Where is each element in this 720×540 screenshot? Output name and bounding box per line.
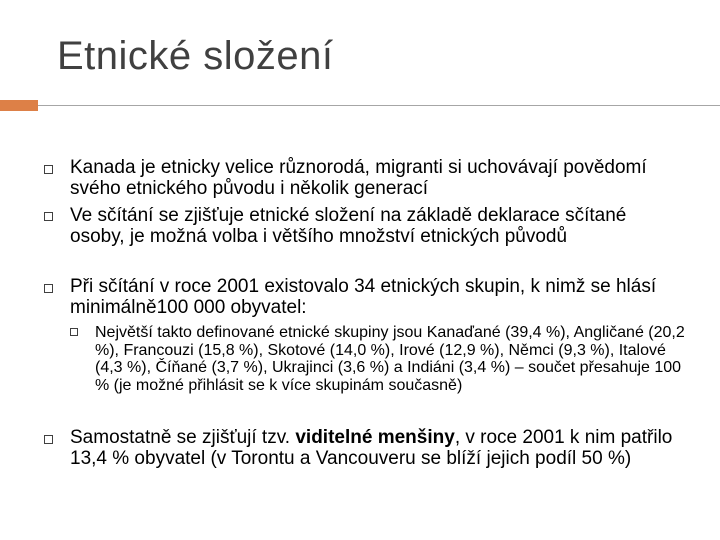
- title-divider: [38, 105, 720, 106]
- square-bullet-icon: [44, 435, 53, 444]
- bullet-text: Ve sčítání se zjišťuje etnické složení na základě deklarace sčítané osoby, je možná volba i většího množství etnických původů: [70, 205, 627, 247]
- sub-bullet-text: Největší takto definované etnické skupiny jsou Kanaďané (39,4 %), Angličané (20,2 %), Francouzi (15,8 %), Skotové (14,0 %), Irové (12,9 %), Němci (9,3 %), Italové (4,3 %), Číňané (3,7 %), Ukrajinci (3,6 %) a Indiáni (3,4 %) – součet přesahuje 100 % (je možné přihlásit se k více skupinám současně): [95, 324, 685, 394]
- square-bullet-icon: [44, 212, 53, 221]
- square-bullet-icon: [44, 165, 53, 174]
- bullet-text: Při sčítání v roce 2001 existovalo 34 etnických skupin, k nimž se hlásí minimálně100 000 obyvatel:: [70, 276, 657, 318]
- slide-title: Etnické složení: [57, 34, 334, 78]
- bullet-text: [70, 427, 680, 469]
- square-bullet-icon: [70, 328, 78, 336]
- bullet-text-bold: viditelné menšiny: [295, 427, 455, 448]
- bullet-text: Kanada je etnicky velice různorodá, migranti si uchovávají povědomí svého etnického původu i několik generací: [70, 157, 647, 199]
- square-bullet-icon: [44, 284, 53, 293]
- bullet-text-pre: Samostatně se zjišťují tzv.: [70, 427, 296, 448]
- accent-bar: [0, 100, 38, 111]
- bullet-text-post: , v roce 2001 k nim patřilo 13,4 % obyvatel (v Torontu a Vancouveru se blíží jejich podíl 50 %): [70, 427, 673, 469]
